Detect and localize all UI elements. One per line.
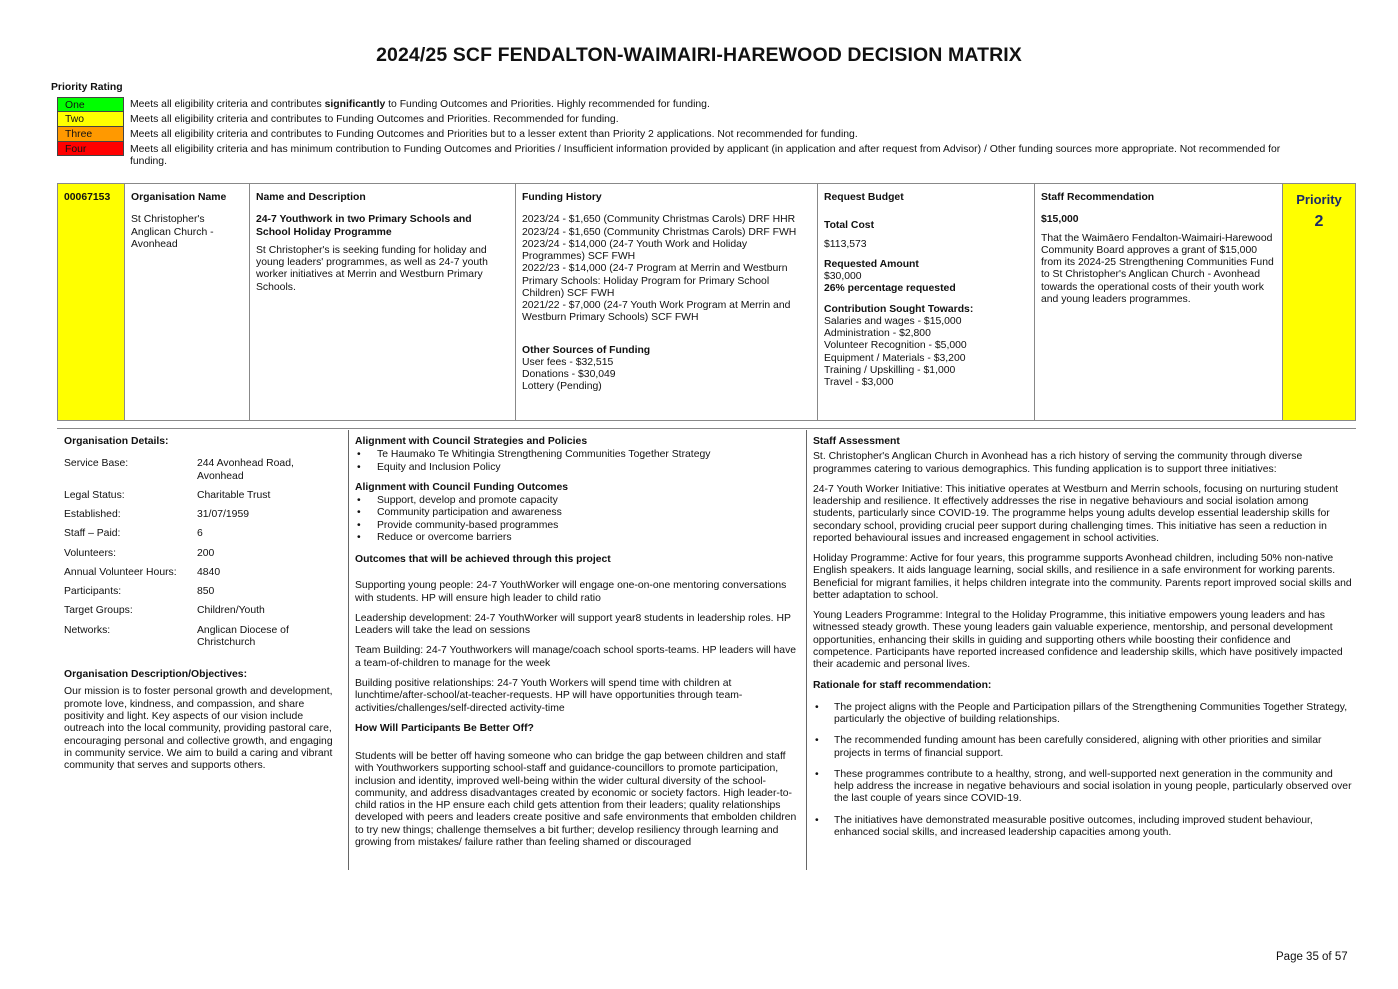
outcome-paragraph: Team Building: 24-7 Youthworkers will manage/coach school sports-teams. HP leaders will have a team-of-children to manage for the week (355, 645, 797, 669)
contribution-item: Salaries and wages - $15,000 (824, 315, 962, 327)
contribution-item: Volunteer Recognition - $5,000 (824, 340, 967, 352)
bullet: • (357, 519, 361, 531)
org-name: St Christopher's Anglican Church - Avonhead (131, 214, 214, 250)
priority-swatch-two: Two (57, 112, 124, 127)
priority-row-four (57, 142, 1312, 168)
staff-assessment-section (813, 436, 1353, 848)
funding-outcome-text: Community participation and awareness (377, 507, 562, 519)
priority-cell (1283, 184, 1355, 420)
funding-history-list (522, 214, 811, 324)
contribution-item: Training / Upskilling - $1,000 (824, 364, 956, 376)
outcome-paragraph: Supporting young people: 24-7 YouthWorker will engage one-on-one mentoring conversations with students. HP will ensure high leader to child ratio (355, 580, 787, 604)
rationale-text: These programmes contribute to a healthy, strong, and well-supported next generation in the community and help address the increase in negative behaviours and social isolation in young people, particularly observed over the last couple of years since COVID-19. (834, 768, 1352, 805)
funding-history-heading: Funding History (522, 192, 602, 203)
priority-desc-one (124, 97, 1312, 111)
detail-value: 244 Avonhead Road, Avonhead (197, 458, 294, 482)
project-heading: Name and Description (256, 192, 366, 203)
org-description-heading: Organisation Description/Objectives: (64, 669, 248, 681)
rationale-text: The recommended funding amount has been carefully considered, aligning with other priorities and similar projects in terms of financial support. (834, 735, 1322, 759)
detail-key: Service Base: (64, 458, 129, 470)
outcomes-achieved-heading: Outcomes that will be achieved through this project (355, 554, 611, 566)
org-description: Our mission is to foster personal growth and development, promote love, kindness, and compassion, and share positivity and light. Key aspects of our vision include outreach into the local community, providing pastoral care, encouraging personal and collective growth, and engaging in community service. We aim to build a caring and vibrant community that serves and supports others. (64, 686, 333, 772)
rationale-text: The initiatives have demonstrated measurable positive outcomes, including improved student behaviour, enhanced social skills, and increased leadership capacities among youth. (834, 814, 1313, 838)
priority-desc-one-pre: Meets all eligibility criteria and contributes (130, 99, 325, 110)
detail-value: 31/07/1959 (197, 509, 250, 521)
staff-recommended-amount: $15,000 (1041, 214, 1079, 226)
total-cost-value: $113,573 (824, 238, 867, 250)
rationale-item (813, 769, 1353, 806)
funding-outcome-item (355, 532, 800, 544)
other-source-item: Lottery (Pending) (522, 381, 602, 393)
funding-outcome-item (355, 507, 800, 519)
funding-history-cell (516, 184, 818, 420)
detail-row (64, 605, 342, 617)
project-cell (250, 184, 516, 420)
rationale-item (813, 815, 1353, 840)
detail-row (64, 490, 342, 502)
detail-value: 200 (197, 547, 215, 559)
application-id: 00067153 (64, 192, 111, 203)
project-description: St Christopher's is seeking funding for holiday and young leaders' programmes, as well as 24-7 youth worker initiatives at Merrin and Westburn Primary Schools. (256, 244, 488, 293)
staff-assessment-heading: Staff Assessment (813, 436, 900, 447)
strategies-heading: Alignment with Council Strategies and Policies (355, 436, 588, 447)
rationale-heading: Rationale for staff recommendation: (813, 679, 992, 691)
requested-amount-label: Requested Amount (824, 258, 919, 270)
detail-value: 6 (197, 528, 203, 540)
alignment-section (355, 436, 800, 849)
better-off-text: Students will be better off having someone who can bridge the gap between children and staff with Youthworkers supporting school-staff and guidance-councillors to promote participation, inclusion and identity, improved well-being within the wider cultural diversity of the school-community, and address disadvantages created by economic or society factors. High leader-to-child ratios in the HP ensure each child gets attention from their leaders; quality relationships developed with peers and leaders create positive and safe environments that embolden children to try new things; challenge themselves a bit further; develop resiliency through learning and growing from mistakes/ failure rather than feeling shamed or discouraged (355, 751, 797, 848)
priority-desc-three: Meets all eligibility criteria and contributes to Funding Outcomes and Priorities but to a lesser extent than Priority 2 applications. Not recommended for funding. (130, 129, 858, 140)
detail-row (64, 509, 342, 521)
bullet: • (357, 531, 361, 543)
requested-amount-value: $30,000 (824, 271, 862, 283)
staff-recommendation-cell (1035, 184, 1283, 420)
contribution-heading: Contribution Sought Towards: (824, 303, 974, 315)
assessment-paragraph: Holiday Programme: Active for four years, this programme supports Avonhead children, including 50% non-native English speakers. It aids language learning, social skills, and resilience in a safe environment for working parents. Beneficial for migrant families, it helps children integrate into the community. Parents report improved social skills and better adaptation to school. (813, 553, 1352, 601)
priority-rating-heading: Priority Rating (51, 82, 123, 93)
funding-history-item: 2023/24 - $1,650 (Community Christmas Carols) DRF HHR (522, 214, 796, 226)
other-sources-heading: Other Sources of Funding (522, 344, 651, 356)
request-budget-heading: Request Budget (824, 192, 904, 203)
funding-outcomes-heading: Alignment with Council Funding Outcomes (355, 481, 568, 493)
assessment-paragraph: 24-7 Youth Worker Initiative: This initiative operates at Westburn and Merrin schools, focusing on nurturing student leadership and resilience. It effectively addresses the rise in negative behaviours and social isolation among students, particularly since COVID-19. The programme helps young adults develop essential leadership skills for secondary school, providing crucial peer support during challenging times. This initiative has seen a reduction in reported behavioural issues and increased engagement in school activities. (813, 483, 1339, 544)
assessment-paragraph: St. Christopher's Anglican Church in Avonhead has a rich history of serving the community through diverse programmes catering to various demographics. This funding application is to support three initiatives: (813, 451, 1303, 475)
priority-swatch-three: Three (57, 127, 124, 142)
org-name-cell (125, 184, 250, 420)
outcome-paragraph: Building positive relationships: 24-7 Youth Workers will spend time with children at lunchtime/after-school/at-teacher-requests. HP will have opportunities through team-activities/challenges/self-directed activity-time (355, 677, 743, 714)
funding-outcome-text: Support, develop and promote capacity (377, 495, 558, 507)
priority-rating-legend (57, 97, 1312, 168)
funding-outcome-item (355, 520, 800, 532)
staff-recommendation-heading: Staff Recommendation (1041, 192, 1155, 203)
detail-key: Participants: (64, 586, 122, 598)
detail-key: Annual Volunteer Hours: (64, 566, 177, 578)
rationale-item (813, 702, 1353, 727)
strategy-text: Te Haumako Te Whitingia Strengthening Communities Together Strategy (377, 449, 711, 461)
project-name: 24-7 Youthwork in two Primary Schools and School Holiday Programme (256, 214, 472, 238)
detail-row (64, 586, 342, 598)
contribution-item: Administration - $2,800 (824, 328, 931, 340)
priority-swatch-one: One (57, 97, 124, 112)
funding-history-item: 2022/23 - $14,000 (24-7 Program at Merrin and Westburn Primary Schools: Holiday Program for Primary School Children) SCF FWH (522, 263, 788, 299)
outcome-paragraph: Leadership development: 24-7 YouthWorker will support year8 students in leadership roles. HP Leaders will take the lead on sessions (355, 612, 791, 637)
staff-recommendation-text: That the Waimāero Fendalton-Waimairi-Harewood Community Board approves a grant of $15,000 from its 2024-25 Strengthening Communities Fund to St Christopher's Anglican Church - Avonhead towards the operational costs of their youth work and young leaders programmes. (1041, 232, 1274, 305)
priority-heading: Priority (1296, 192, 1342, 207)
priority-desc-one-bold: significantly (324, 99, 386, 110)
detail-key: Target Groups: (64, 605, 133, 617)
application-id-cell (58, 184, 125, 420)
detail-value: Anglican Diocese of Christchurch (197, 624, 289, 648)
page-number: Page 35 of 57 (1276, 951, 1348, 963)
detail-value: Children/Youth (197, 605, 265, 617)
priority-value: 2 (1314, 213, 1324, 231)
detail-key: Volunteers: (64, 547, 116, 559)
org-name-heading: Organisation Name (131, 192, 227, 203)
bullet: • (357, 461, 361, 473)
detail-row (64, 567, 342, 579)
section-divider (57, 428, 1356, 429)
priority-desc-one-post: to Funding Outcomes and Priorities. Highly recommended for funding. (385, 99, 710, 110)
funding-outcome-text: Reduce or overcome barriers (377, 531, 512, 543)
total-cost-label: Total Cost (824, 220, 875, 232)
bullet: • (357, 495, 361, 507)
strategy-text: Equity and Inclusion Policy (377, 461, 501, 473)
contribution-item: Travel - $3,000 (824, 377, 894, 389)
organisation-details-section (64, 436, 342, 772)
page-title: 2024/25 SCF FENDALTON-WAIMAIRI-HAREWOOD DECISION MATRIX (376, 44, 1022, 66)
funding-history-item: 2021/22 - $7,000 (24-7 Youth Work Program at Merrin and Westburn Primary Schools) SCF FWH (522, 300, 791, 324)
funding-outcome-item (355, 495, 800, 507)
strategy-item (355, 449, 800, 461)
priority-desc-four: Meets all eligibility criteria and has minimum contribution to Funding Outcomes and Priorities / Insufficient information provided by applicant (in application and after request from Advisor) / Other funding sources more appropriate. Not recommended for funding. (130, 144, 1281, 168)
contribution-item: Equipment / Materials - $3,200 (824, 352, 966, 364)
detail-key: Legal Status: (64, 489, 125, 501)
funding-outcome-text: Provide community-based programmes (377, 519, 559, 531)
detail-key: Established: (64, 509, 121, 521)
decision-matrix-row (57, 183, 1356, 421)
priority-row-two (57, 112, 1312, 127)
detail-key: Networks: (64, 624, 111, 636)
other-source-item: User fees - $32,515 (522, 356, 614, 368)
better-off-heading: How Will Participants Be Better Off? (355, 722, 534, 734)
detail-row (64, 458, 342, 483)
bullet: • (357, 449, 361, 461)
detail-row (64, 625, 342, 650)
detail-value: 850 (197, 586, 215, 598)
rationale-item (813, 735, 1353, 760)
detail-row (64, 548, 342, 560)
detail-value: Charitable Trust (197, 489, 271, 501)
detail-value: 4840 (197, 566, 221, 578)
funding-history-item: 2023/24 - $14,000 (24-7 Youth Work and Holiday Programmes) SCF FWH (522, 238, 748, 263)
rationale-text: The project aligns with the People and Participation pillars of the Strengthening Communities Together Strategy, particularly the objective of building relationships. (834, 701, 1348, 726)
detail-key: Staff – Paid: (64, 528, 121, 540)
column-divider (806, 430, 807, 870)
priority-row-one (57, 97, 1312, 112)
bullet: • (815, 701, 819, 713)
priority-row-three (57, 127, 1312, 142)
org-details-heading: Organisation Details: (64, 436, 169, 447)
assessment-paragraph: Young Leaders Programme: Integral to the Holiday Programme, this initiative empowers young leaders and has witnessed steady growth. These young leaders gain valuable experience, mentorship, and personal development opportunities, enhancing their skills in guiding and supporting others while boosting their confidence and competence. Participants have reported increased confidence and leadership skills, which have positively impacted their academic and personal lives. (813, 610, 1343, 671)
detail-row (64, 528, 342, 540)
bullet: • (815, 735, 819, 747)
request-budget-cell (818, 184, 1035, 420)
funding-history-item: 2023/24 - $1,650 (Community Christmas Carols) DRF FWH (522, 226, 797, 238)
strategy-item (355, 462, 800, 474)
priority-swatch-four: Four (57, 142, 124, 156)
bullet: • (815, 768, 819, 780)
other-source-item: Donations - $30,049 (522, 369, 616, 381)
percentage-requested: 26% percentage requested (824, 283, 956, 295)
bullet: • (815, 814, 819, 826)
priority-desc-two: Meets all eligibility criteria and contributes to Funding Outcomes and Priorities. Recommended for funding. (130, 114, 619, 125)
bullet: • (357, 507, 361, 519)
column-divider (348, 430, 349, 870)
